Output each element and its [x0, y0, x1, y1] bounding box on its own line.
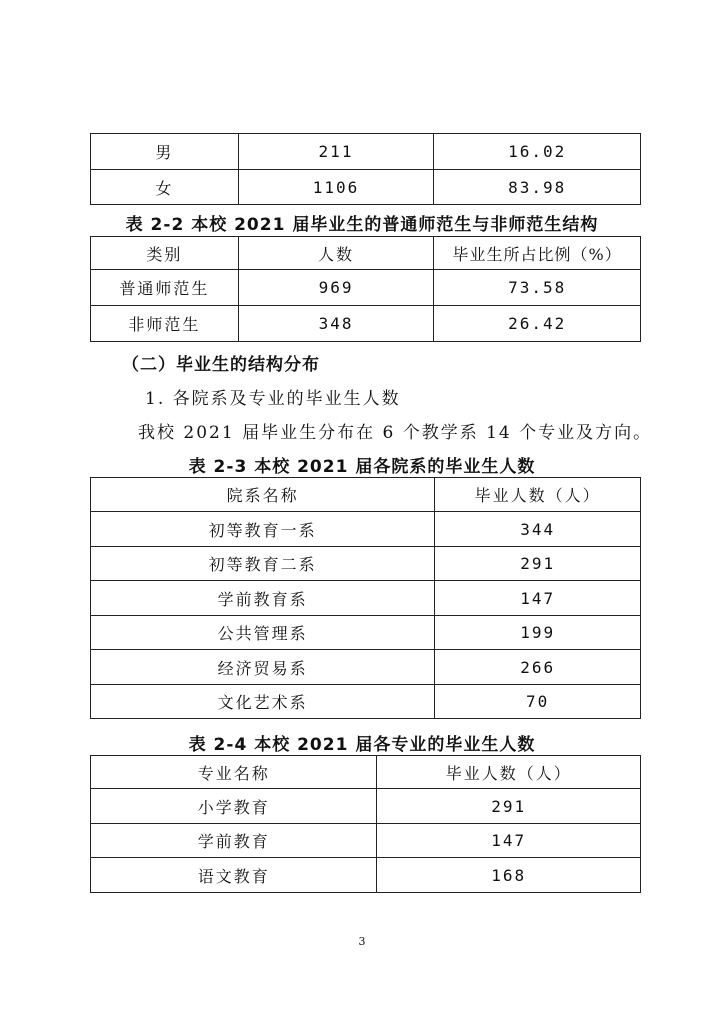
- cell-ratio: 26.42: [434, 306, 641, 342]
- header-department: 院系名称: [91, 478, 435, 512]
- cell-count: 969: [238, 270, 434, 306]
- cell-graduates: 147: [377, 824, 641, 858]
- table-row: [91, 306, 641, 342]
- header-graduates: 毕业人数（人）: [377, 756, 641, 789]
- table-2-2: [90, 236, 641, 342]
- table-header-row: [91, 756, 641, 789]
- table-gender-continued: [90, 133, 641, 205]
- table-2-4-caption: 表 2-4 本校 2021 届各专业的毕业生人数: [188, 735, 536, 755]
- cell-graduates: 291: [377, 789, 641, 824]
- cell-graduates: 344: [435, 512, 641, 547]
- cell-ratio: 83.98: [434, 170, 641, 205]
- table-2-3-caption: 表 2-3 本校 2021 届各院系的毕业生人数: [188, 457, 536, 477]
- cell-department: 公共管理系: [91, 616, 435, 650]
- cell-count: 1106: [238, 170, 434, 205]
- cell-department: 初等教育二系: [91, 547, 435, 581]
- table-row: [91, 789, 641, 824]
- cell-department: 学前教育系: [91, 581, 435, 616]
- cell-graduates: 266: [435, 650, 641, 685]
- subheading: 1. 各院系及专业的毕业生人数: [145, 389, 401, 409]
- cell-category: 男: [91, 134, 239, 170]
- table-row: [91, 650, 641, 685]
- header-major: 专业名称: [91, 756, 377, 789]
- cell-graduates: 147: [435, 581, 641, 616]
- header-count: 人数: [238, 237, 434, 270]
- table-row: [91, 270, 641, 306]
- cell-graduates: 168: [377, 858, 641, 893]
- table-2-2-caption: 表 2-2 本校 2021 届毕业生的普通师范生与非师范生结构: [125, 215, 599, 235]
- cell-category: 普通师范生: [91, 270, 239, 306]
- table-row: [91, 858, 641, 893]
- table-header-row: [91, 237, 641, 270]
- cell-department: 经济贸易系: [91, 650, 435, 685]
- table-2-3: [90, 477, 641, 719]
- header-ratio: 毕业生所占比例（%）: [434, 237, 641, 270]
- cell-ratio: 16.02: [434, 134, 641, 170]
- cell-category: 非师范生: [91, 306, 239, 342]
- cell-ratio: 73.58: [434, 270, 641, 306]
- cell-department: 文化艺术系: [91, 685, 435, 719]
- page-number: 3: [358, 935, 366, 948]
- cell-graduates: 199: [435, 616, 641, 650]
- cell-graduates: 70: [435, 685, 641, 719]
- header-graduates: 毕业人数（人）: [435, 478, 641, 512]
- table-row: [91, 685, 641, 719]
- cell-major: 学前教育: [91, 824, 377, 858]
- table-2-4: [90, 755, 641, 893]
- section-heading: （二）毕业生的结构分布: [122, 355, 320, 375]
- table-row: [91, 512, 641, 547]
- cell-major: 小学教育: [91, 789, 377, 824]
- cell-category: 女: [91, 170, 239, 205]
- cell-count: 211: [238, 134, 434, 170]
- table-row: [91, 824, 641, 858]
- table-row: [91, 581, 641, 616]
- cell-graduates: 291: [435, 547, 641, 581]
- cell-count: 348: [238, 306, 434, 342]
- body-paragraph: 我校 2021 届毕业生分布在 6 个教学系 14 个专业及方向。: [138, 423, 653, 443]
- table-header-row: [91, 478, 641, 512]
- table-row: [91, 547, 641, 581]
- table-row: [91, 170, 641, 205]
- table-row: [91, 616, 641, 650]
- cell-department: 初等教育一系: [91, 512, 435, 547]
- header-category: 类别: [91, 237, 239, 270]
- cell-major: 语文教育: [91, 858, 377, 893]
- table-row: [91, 134, 641, 170]
